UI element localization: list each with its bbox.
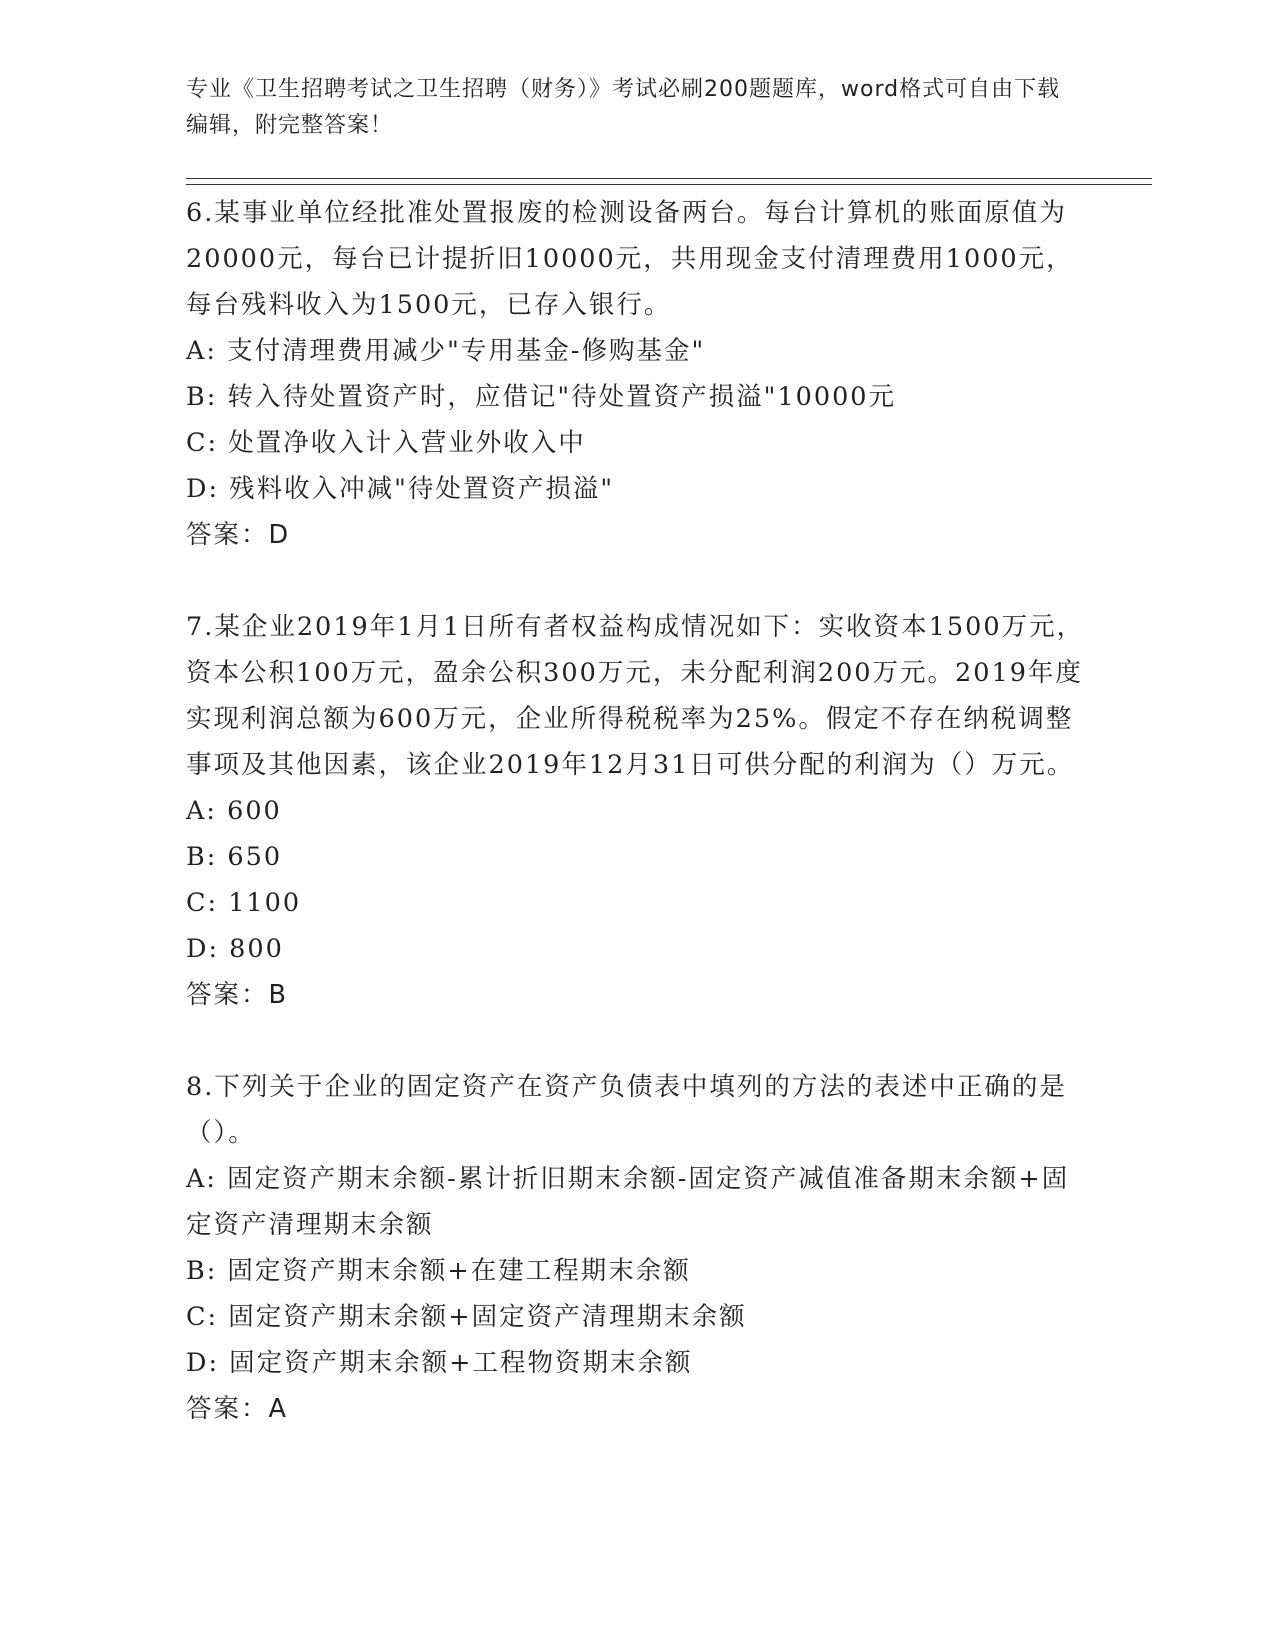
question-text: 6.某事业单位经批准处置报废的检测设备两台。每台计算机的账面原值为20000元，每台已计提折旧10000元，共用现金支付清理费用1000元，每台残料收入为1500元，已存入银行。 (186, 198, 1074, 320)
option-c: C: 1100 (186, 888, 302, 918)
header-divider-top (186, 178, 1152, 179)
document-header: 专业《卫生招聘考试之卫生招聘（财务）》考试必刷200题题库，word格式可自由下载编辑，附完整答案！ (186, 77, 1061, 138)
option-d: D: 固定资产期末余额+工程物资期末余额 (186, 1348, 693, 1378)
option-a: A: 固定资产期末余额-累计折旧期末余额-固定资产减值准备期末余额+固定资产清理期末余额 (186, 1164, 1070, 1240)
question-list (186, 190, 1086, 1478)
answer: 答案：A (186, 1394, 288, 1424)
option-b: B: 650 (186, 842, 283, 872)
question-text: 8.下列关于企业的固定资产在资产负债表中填列的方法的表述中正确的是（）。 (186, 1072, 1067, 1148)
option-a: A: 支付清理费用减少"专用基金-修购基金" (186, 336, 706, 366)
question-8 (186, 1064, 1086, 1432)
option-c: C: 固定资产期末余额+固定资产清理期末余额 (186, 1302, 747, 1332)
question-text: 7.某企业2019年1月1日所有者权益构成情况如下：实收资本1500万元，资本公积100万元，盈余公积300万元，未分配利润200万元。2019年度实现利润总额为600万元，企业所得税税率为25%。假定不存在纳税调整事项及其他因素，该企业2019年12月31日可供分配的利润为（）万元。 (186, 612, 1085, 780)
question-6 (186, 190, 1086, 558)
option-c: C: 处置净收入计入营业外收入中 (186, 428, 586, 458)
option-a: A: 600 (186, 796, 282, 826)
option-d: D: 800 (186, 934, 284, 964)
answer: 答案：B (186, 980, 288, 1010)
option-b: B: 转入待处置资产时，应借记"待处置资产损溢"10000元 (186, 382, 897, 412)
question-7 (186, 604, 1086, 1018)
option-b: B: 固定资产期末余额+在建工程期末余额 (186, 1256, 691, 1286)
option-d: D: 残料收入冲减"待处置资产损溢" (186, 474, 615, 504)
answer: 答案：D (186, 520, 291, 550)
header-divider-bottom (186, 184, 1152, 185)
